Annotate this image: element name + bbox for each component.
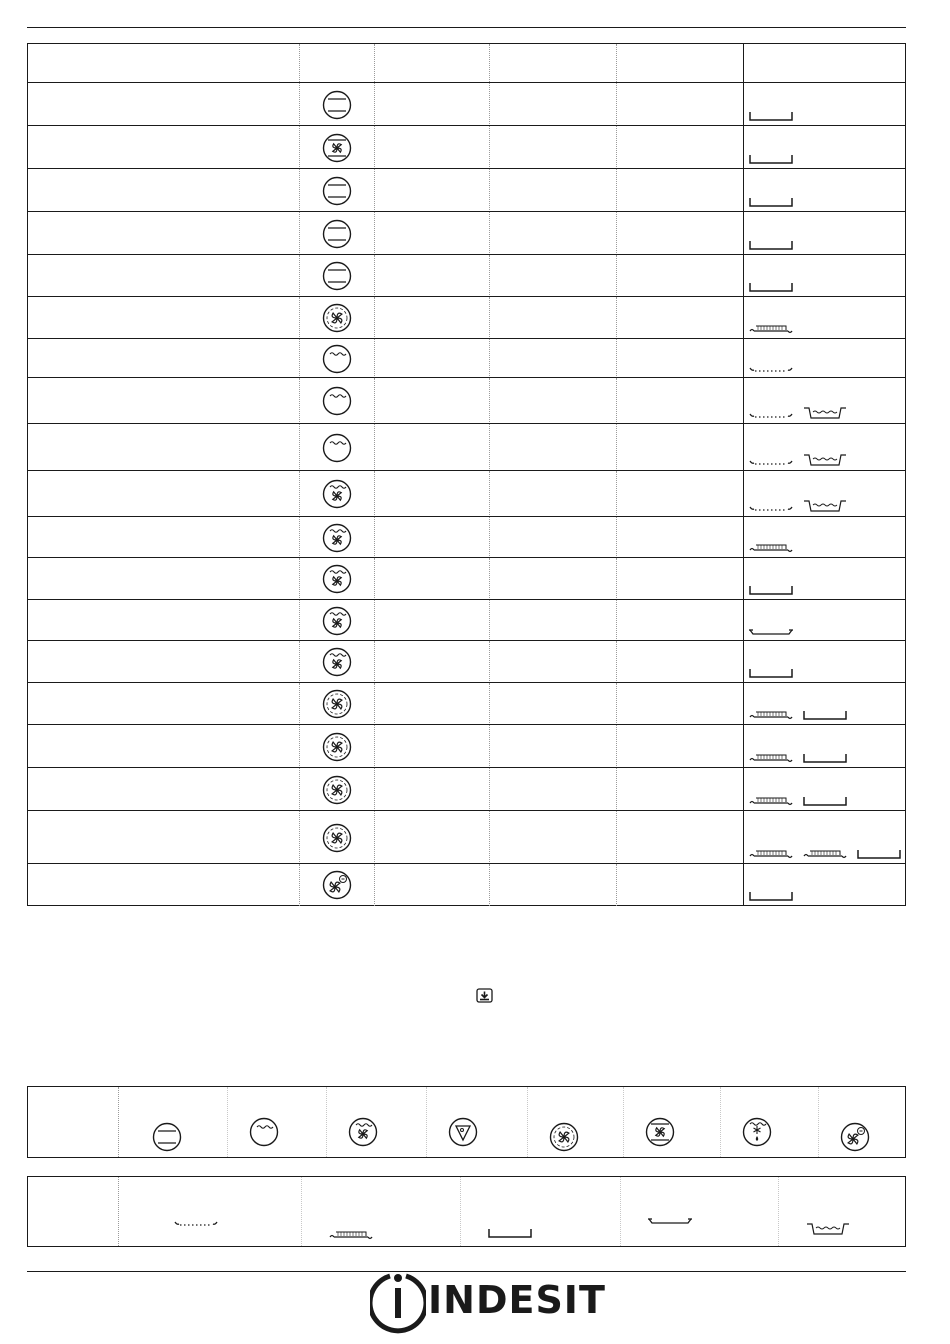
table-row	[28, 863, 905, 906]
baking-tray	[749, 849, 793, 860]
table-cell	[489, 44, 617, 82]
drip-tray	[749, 240, 793, 251]
table-cell	[489, 83, 617, 126]
drip-tray	[749, 668, 793, 679]
table-cell	[299, 600, 375, 641]
functions-legend-header	[28, 1087, 119, 1157]
table-row	[28, 640, 905, 683]
table-row	[28, 338, 905, 378]
table-cell	[489, 471, 617, 517]
table-cell	[299, 768, 375, 811]
cooking-table	[27, 43, 906, 906]
table-cell	[374, 811, 490, 864]
legend-separator	[620, 1177, 621, 1246]
legend-separator	[426, 1087, 427, 1157]
table-cell	[616, 768, 744, 811]
eco-forced-air-icon	[322, 870, 352, 900]
table-header-row	[28, 44, 905, 82]
table-cell	[743, 641, 906, 683]
legend-separator	[460, 1177, 461, 1246]
pizza-icon	[448, 1117, 478, 1147]
flat-tray	[749, 628, 793, 637]
oven-dish	[803, 499, 847, 513]
oven-dish	[806, 1222, 850, 1236]
table-cell	[299, 339, 375, 378]
table-cell	[616, 255, 744, 297]
drip-tray	[803, 796, 847, 807]
table-cell	[489, 339, 617, 378]
static-icon	[322, 261, 352, 291]
oven-dish	[803, 406, 847, 420]
table-cell	[743, 378, 906, 424]
wire-shelf	[749, 504, 793, 513]
table-cell	[616, 471, 744, 517]
static-icon	[322, 219, 352, 249]
table-cell	[299, 517, 375, 558]
drip-tray	[749, 282, 793, 293]
table-row	[28, 254, 905, 297]
convection-bake-icon	[645, 1117, 675, 1147]
table-cell	[489, 768, 617, 811]
table-cell	[616, 126, 744, 169]
drip-tray	[749, 585, 793, 596]
table-cell	[374, 255, 490, 297]
table-cell	[374, 641, 490, 683]
drip-tray	[803, 753, 847, 764]
table-cell	[299, 725, 375, 768]
brand-name: INDESIT	[428, 1278, 606, 1322]
table-cell	[743, 83, 906, 126]
table-cell	[743, 297, 906, 339]
table-cell	[743, 864, 906, 906]
legend-separator	[818, 1087, 819, 1157]
wire-shelf	[749, 458, 793, 467]
table-cell	[489, 517, 617, 558]
table-cell	[743, 471, 906, 517]
preheat-icon	[476, 988, 493, 1004]
table-cell	[616, 725, 744, 768]
legend-separator	[227, 1087, 228, 1157]
table-cell	[299, 378, 375, 424]
table-cell	[489, 424, 617, 471]
drip-tray	[749, 891, 793, 902]
table-cell	[616, 297, 744, 339]
drip-tray	[488, 1228, 532, 1239]
table-cell	[743, 683, 906, 725]
baking-tray	[749, 324, 793, 335]
table-cell	[743, 255, 906, 297]
table-cell	[374, 83, 490, 126]
top-rule	[27, 27, 906, 28]
table-cell	[489, 378, 617, 424]
forced-air-icon	[322, 823, 352, 853]
table-row	[28, 724, 905, 768]
functions-legend	[27, 1086, 906, 1158]
table-cell	[743, 44, 906, 82]
table-row	[28, 810, 905, 864]
table-cell	[299, 212, 375, 255]
flat-tray	[648, 1217, 692, 1226]
forced-air-icon	[322, 775, 352, 805]
brand-logo	[370, 1270, 610, 1336]
table-row	[28, 470, 905, 517]
forced-air-icon	[322, 732, 352, 762]
legend-separator	[326, 1087, 327, 1157]
table-cell	[299, 471, 375, 517]
table-cell	[489, 725, 617, 768]
table-cell	[489, 864, 617, 906]
turbo-grill-icon	[322, 564, 352, 594]
table-cell	[374, 725, 490, 768]
defrost-icon	[742, 1117, 772, 1147]
table-cell	[743, 339, 906, 378]
table-cell	[374, 297, 490, 339]
table-cell	[616, 378, 744, 424]
drip-tray	[749, 154, 793, 165]
table-cell	[374, 339, 490, 378]
table-cell	[299, 83, 375, 126]
table-cell	[616, 600, 744, 641]
table-row	[28, 377, 905, 424]
table-cell	[374, 768, 490, 811]
grill-icon	[322, 386, 352, 416]
table-cell	[374, 517, 490, 558]
table-row	[28, 423, 905, 471]
table-cell	[299, 44, 375, 82]
table-cell	[616, 83, 744, 126]
grill-icon	[322, 344, 352, 374]
table-cell	[616, 517, 744, 558]
table-cell	[743, 212, 906, 255]
table-cell	[489, 558, 617, 600]
baking-tray	[749, 796, 793, 807]
table-cell	[489, 641, 617, 683]
table-row	[28, 767, 905, 811]
table-cell	[374, 558, 490, 600]
legend-separator	[720, 1087, 721, 1157]
legend-separator	[301, 1177, 302, 1246]
table-cell	[374, 378, 490, 424]
table-cell	[374, 169, 490, 212]
legend-separator	[527, 1087, 528, 1157]
table-cell	[374, 126, 490, 169]
table-cell	[616, 424, 744, 471]
brand-mark-icon	[370, 1270, 426, 1336]
table-cell	[489, 600, 617, 641]
table-cell	[374, 424, 490, 471]
table-cell	[374, 471, 490, 517]
forced-air-icon	[549, 1122, 579, 1152]
baking-tray	[803, 849, 847, 860]
forced-air-icon	[322, 689, 352, 719]
table-row	[28, 82, 905, 126]
wire-shelf	[749, 365, 793, 374]
wire-shelf	[174, 1219, 218, 1228]
table-cell	[489, 169, 617, 212]
table-cell	[374, 600, 490, 641]
oven-dish	[803, 453, 847, 467]
table-row	[28, 211, 905, 255]
table-cell	[616, 558, 744, 600]
table-cell	[489, 297, 617, 339]
grill-icon	[322, 433, 352, 463]
turbo-grill-icon	[322, 523, 352, 553]
table-cell	[616, 641, 744, 683]
turbo-grill-icon	[322, 647, 352, 677]
table-cell	[489, 811, 617, 864]
drip-tray	[803, 710, 847, 721]
static-icon	[322, 90, 352, 120]
static-icon	[322, 176, 352, 206]
drip-tray	[857, 849, 901, 860]
table-cell	[616, 683, 744, 725]
table-row	[28, 125, 905, 169]
accessories-legend-header	[28, 1177, 119, 1246]
table-cell	[374, 683, 490, 725]
table-cell	[299, 255, 375, 297]
table-cell	[743, 558, 906, 600]
table-cell	[489, 126, 617, 169]
table-cell	[743, 725, 906, 768]
table-cell	[374, 212, 490, 255]
baking-tray	[749, 710, 793, 721]
wire-shelf	[749, 411, 793, 420]
table-cell	[374, 864, 490, 906]
convection-bake-icon	[322, 133, 352, 163]
legend-separator	[623, 1087, 624, 1157]
table-row	[28, 682, 905, 725]
table-cell	[489, 683, 617, 725]
static-icon	[152, 1122, 182, 1152]
table-cell	[743, 811, 906, 864]
table-row	[28, 168, 905, 212]
turbo-grill-icon	[348, 1117, 378, 1147]
turbo-grill-icon	[322, 606, 352, 636]
drip-tray	[749, 111, 793, 122]
table-cell	[616, 44, 744, 82]
table-cell	[743, 169, 906, 212]
baking-tray	[749, 543, 793, 554]
accessories-legend	[27, 1176, 906, 1247]
legend-separator	[778, 1177, 779, 1246]
baking-tray	[749, 753, 793, 764]
drip-tray	[749, 197, 793, 208]
forced-air-icon	[322, 303, 352, 333]
grill-icon	[249, 1117, 279, 1147]
table-row	[28, 296, 905, 339]
table-cell	[299, 424, 375, 471]
table-cell	[299, 811, 375, 864]
table-cell	[489, 212, 617, 255]
eco-forced-air-icon	[840, 1122, 870, 1152]
baking-tray	[329, 1230, 373, 1241]
table-row	[28, 516, 905, 558]
table-cell	[616, 169, 744, 212]
table-cell	[616, 339, 744, 378]
table-cell	[299, 169, 375, 212]
table-cell	[616, 811, 744, 864]
table-cell	[743, 517, 906, 558]
table-cell	[374, 44, 490, 82]
table-cell	[616, 212, 744, 255]
table-row	[28, 599, 905, 641]
table-cell	[743, 126, 906, 169]
table-cell	[489, 255, 617, 297]
table-cell	[299, 683, 375, 725]
table-cell	[299, 126, 375, 169]
table-cell	[616, 864, 744, 906]
table-row	[28, 557, 905, 600]
table-cell	[299, 864, 375, 906]
table-cell	[299, 558, 375, 600]
turbo-grill-icon	[322, 479, 352, 509]
table-cell	[299, 641, 375, 683]
table-cell	[299, 297, 375, 339]
table-cell	[743, 768, 906, 811]
table-cell	[743, 600, 906, 641]
table-cell	[743, 424, 906, 471]
